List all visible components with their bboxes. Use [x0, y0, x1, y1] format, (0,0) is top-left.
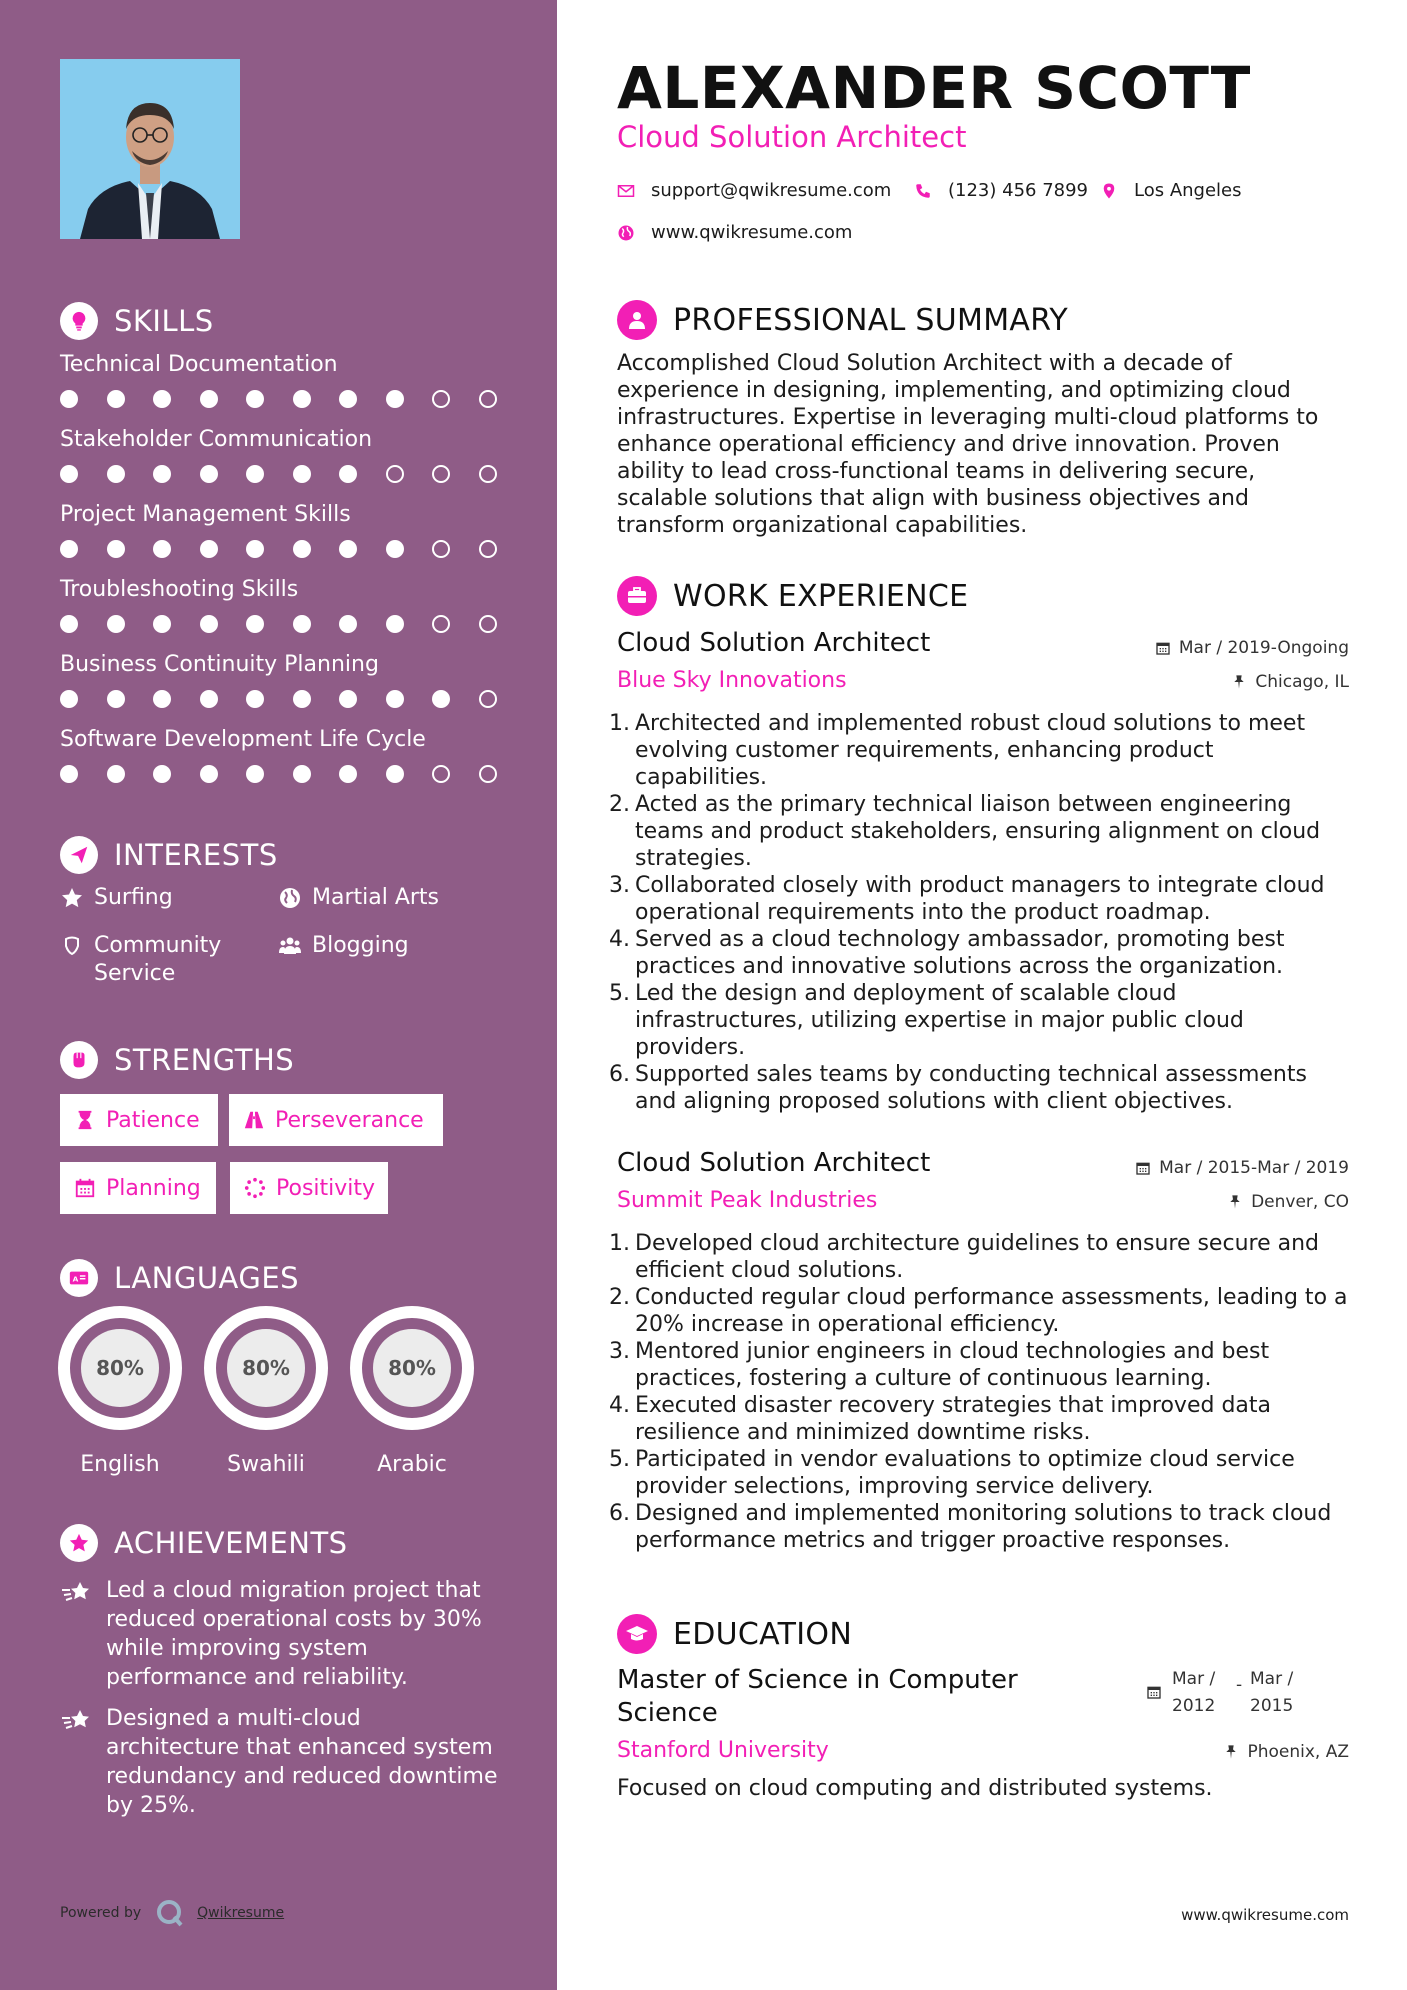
duty-text: Architected and implemented robust cloud solutions to meet evolving customer requirements, enhancing product capabilities. — [635, 711, 1306, 790]
language-item — [204, 1306, 328, 1477]
rating-dot-filled — [60, 390, 78, 408]
rating-dot-filled — [386, 690, 404, 708]
experience-title: WORK EXPERIENCE — [673, 578, 969, 614]
rating-dot-filled — [107, 465, 125, 483]
map-pin-icon — [1100, 182, 1118, 200]
interest-label: Martial Arts — [312, 885, 440, 910]
rating-dot-filled — [153, 540, 171, 558]
envelope-icon — [617, 182, 635, 200]
rating-dot-filled — [246, 765, 264, 783]
summary-text: Accomplished Cloud Solution Architect with a decade of experience in designing, implementing, and optimizing cloud infrastructures. Expertise in leveraging multi-cloud platforms to enhance operational efficiency and drive innovation. Proven ability to lead cross-functional teams in delivering secure, scalable solutions that align with business objectives and transform organizational capabilities. — [617, 351, 1319, 538]
strength-badge — [60, 1162, 216, 1214]
strength-label: Planning — [106, 1175, 201, 1201]
globe-icon — [278, 886, 302, 910]
rating-dot-filled — [339, 615, 357, 633]
strength-label: Patience — [106, 1107, 200, 1133]
duty-item — [609, 1061, 1352, 1115]
svg-text:A: A — [72, 1274, 79, 1284]
job-location — [1231, 672, 1349, 692]
job-company: Blue Sky Innovations — [617, 668, 847, 693]
rating-dot-filled — [293, 540, 311, 558]
rating-dot-filled — [60, 615, 78, 633]
summary-title: PROFESSIONAL SUMMARY — [673, 302, 1069, 338]
skill-item — [60, 500, 520, 558]
rating-dot-empty — [432, 465, 450, 483]
rating-dot-filled — [60, 465, 78, 483]
rating-dot-filled — [293, 690, 311, 708]
skill-item — [60, 650, 520, 708]
contact-phone[interactable] — [914, 180, 1088, 201]
rating-dot-filled — [200, 690, 218, 708]
summary-header — [617, 300, 1068, 340]
job-duties-list — [609, 710, 1352, 1115]
rating-dot-empty — [479, 690, 497, 708]
strengths-header — [60, 1041, 294, 1079]
rating-dot-empty — [479, 765, 497, 783]
languages-header — [60, 1259, 299, 1297]
spinner-icon — [244, 1177, 266, 1199]
rating-dot-filled — [339, 390, 357, 408]
language-name: Arabic — [377, 1452, 447, 1477]
skill-item — [60, 725, 520, 783]
job-location — [1227, 1192, 1349, 1212]
duty-number: 4. — [609, 927, 630, 952]
rating-dot-filled — [200, 765, 218, 783]
globe-icon — [617, 224, 635, 242]
pushpin-icon — [1227, 1194, 1243, 1210]
job-dates-text: Mar / 2019-Ongoing — [1178, 638, 1349, 658]
phone-icon — [914, 182, 932, 200]
job-duties-list — [609, 1230, 1352, 1554]
duty-item — [609, 1392, 1352, 1446]
duty-number: 1. — [609, 1231, 630, 1256]
interest-label: Blogging — [312, 933, 409, 958]
rating-dot-empty — [386, 465, 404, 483]
strength-label: Perseverance — [275, 1107, 424, 1133]
duty-item — [609, 1284, 1352, 1338]
rating-dot-filled — [200, 540, 218, 558]
rating-dot-filled — [432, 690, 450, 708]
education-description: Focused on cloud computing and distributed systems. — [617, 1776, 1213, 1801]
rating-dot-filled — [153, 615, 171, 633]
language-item — [58, 1306, 182, 1477]
pushpin-icon — [1231, 674, 1247, 690]
skill-rating — [60, 540, 520, 558]
sidebar — [0, 0, 557, 1990]
duty-number: 4. — [609, 1393, 630, 1418]
duty-item — [609, 1446, 1352, 1500]
rating-dot-filled — [60, 690, 78, 708]
calendar-icon — [74, 1177, 96, 1199]
interest-item — [60, 884, 173, 912]
duty-item — [609, 926, 1352, 980]
job-location-text: Chicago, IL — [1255, 672, 1349, 692]
job-dates — [1135, 1158, 1349, 1178]
contact-location — [1100, 180, 1242, 201]
skill-rating — [60, 465, 520, 483]
school-name: Stanford University — [617, 1738, 829, 1763]
rating-dot-filled — [153, 390, 171, 408]
rating-dot-empty — [432, 615, 450, 633]
education-header — [617, 1614, 852, 1654]
rating-dot-filled — [386, 615, 404, 633]
skill-rating — [60, 765, 520, 783]
achievement-text: Led a cloud migration project that reduced operational costs by 30% while improving system performance and reliability. — [106, 1578, 482, 1690]
rating-dot-filled — [153, 465, 171, 483]
duty-text: Developed cloud architecture guidelines to ensure secure and efficient cloud solutions. — [635, 1231, 1319, 1283]
duty-text: Executed disaster recovery strategies that improved data resilience and minimized downtime risks. — [635, 1393, 1271, 1445]
contact-website[interactable] — [617, 222, 852, 243]
phone-text: (123) 456 7899 — [948, 180, 1089, 201]
education-title: EDUCATION — [673, 1616, 853, 1652]
achievements-header — [60, 1524, 348, 1562]
strengths-title: STRENGTHS — [114, 1043, 295, 1077]
candidate-role: Cloud Solution Architect — [617, 120, 967, 154]
duty-number: 2. — [609, 792, 630, 817]
rating-dot-filled — [386, 390, 404, 408]
qwikresume-link[interactable]: Qwikresume — [197, 1905, 285, 1921]
website-text: www.qwikresume.com — [651, 222, 853, 243]
interests-header — [60, 836, 278, 874]
rating-dot-filled — [107, 390, 125, 408]
duty-text: Collaborated closely with product managers to integrate cloud operational requirements into the product roadmap. — [635, 873, 1325, 925]
pushpin-icon — [1223, 1744, 1239, 1760]
interest-item — [278, 932, 409, 960]
rating-dot-filled — [246, 690, 264, 708]
education-location-text: Phoenix, AZ — [1247, 1742, 1349, 1762]
paper-plane-icon — [60, 836, 98, 874]
job-location-text: Denver, CO — [1251, 1192, 1349, 1212]
rating-dot-filled — [339, 465, 357, 483]
calendar-icon — [1146, 1684, 1162, 1700]
duty-number: 3. — [609, 1339, 630, 1364]
shield-icon — [60, 934, 84, 958]
rating-dot-filled — [107, 540, 125, 558]
rating-dot-empty — [479, 465, 497, 483]
language-name: Swahili — [227, 1452, 305, 1477]
fist-icon — [60, 1041, 98, 1079]
rating-dot-filled — [246, 390, 264, 408]
skills-title: SKILLS — [114, 304, 214, 338]
rating-dot-filled — [339, 765, 357, 783]
duty-text: Served as a cloud technology ambassador, promoting best practices and innovative solutions across the organization. — [635, 927, 1285, 979]
language-card-icon — [60, 1259, 98, 1297]
rating-dot-empty — [432, 540, 450, 558]
rating-dot-empty — [479, 390, 497, 408]
degree-title: Master of Science in Computer Science — [617, 1665, 1018, 1728]
education-dates — [1146, 1666, 1314, 1720]
duty-item — [609, 1230, 1352, 1284]
achievement-item — [60, 1704, 500, 1820]
interests-title: INTERESTS — [114, 838, 278, 872]
rating-dot-filled — [386, 540, 404, 558]
duty-number: 5. — [609, 1447, 630, 1472]
rating-dot-filled — [107, 690, 125, 708]
rating-dot-empty — [432, 765, 450, 783]
duty-number: 3. — [609, 873, 630, 898]
user-icon — [617, 300, 657, 340]
skill-rating — [60, 690, 520, 708]
job-company: Summit Peak Industries — [617, 1188, 878, 1213]
language-percent: 80% — [373, 1329, 451, 1407]
duty-number: 6. — [609, 1501, 630, 1526]
interest-label: Surfing — [94, 885, 173, 910]
qwikresume-logo-icon — [155, 1898, 185, 1928]
duty-item — [609, 1500, 1352, 1554]
briefcase-icon — [617, 576, 657, 616]
duty-item — [609, 710, 1352, 791]
rating-dot-filled — [293, 765, 311, 783]
skill-item — [60, 575, 520, 633]
duty-text: Led the design and deployment of scalable cloud infrastructures, utilizing expertise in major public cloud providers. — [635, 981, 1244, 1060]
rating-dot-filled — [107, 615, 125, 633]
language-ring — [350, 1306, 474, 1430]
job-dates — [1155, 638, 1349, 658]
rating-dot-filled — [339, 540, 357, 558]
interest-item — [60, 932, 260, 988]
interest-label: Community Service — [94, 933, 222, 986]
strength-label: Positivity — [276, 1175, 376, 1201]
language-ring — [58, 1306, 182, 1430]
skill-item — [60, 350, 520, 408]
profile-photo — [60, 59, 240, 239]
powered-by — [60, 1898, 284, 1928]
graduation-icon — [617, 1614, 657, 1654]
contact-email[interactable] — [617, 180, 891, 201]
rating-dot-filled — [200, 465, 218, 483]
duty-number: 1. — [609, 711, 630, 736]
rating-dot-filled — [153, 765, 171, 783]
users-icon — [278, 934, 302, 958]
duty-item — [609, 872, 1352, 926]
rating-dot-filled — [339, 690, 357, 708]
rating-dot-filled — [200, 615, 218, 633]
rating-dot-filled — [153, 690, 171, 708]
strength-badge — [229, 1094, 443, 1146]
rating-dot-filled — [246, 540, 264, 558]
rating-dot-filled — [246, 615, 264, 633]
duty-text: Supported sales teams by conducting technical assessments and aligning proposed solutions with client objectives. — [635, 1062, 1307, 1114]
skill-name: Technical Documentation — [60, 352, 338, 377]
powered-by-text: Powered by — [60, 1905, 142, 1921]
shooting-star-icon — [60, 1578, 94, 1608]
education-start: Mar / 2012 — [1172, 1669, 1216, 1716]
rating-dot-filled — [200, 390, 218, 408]
language-percent: 80% — [227, 1329, 305, 1407]
rating-dot-empty — [479, 615, 497, 633]
experience-header — [617, 576, 968, 616]
achievements-title: ACHIEVEMENTS — [114, 1526, 348, 1560]
calendar-icon — [1135, 1160, 1151, 1176]
rating-dot-filled — [107, 765, 125, 783]
email-text: support@qwikresume.com — [651, 180, 892, 201]
rating-dot-filled — [246, 465, 264, 483]
achievement-text: Designed a multi-cloud architecture that enhanced system redundancy and reduced downtime by 25%. — [106, 1706, 498, 1818]
duty-text: Designed and implemented monitoring solutions to track cloud performance metrics and trigger proactive responses. — [635, 1501, 1332, 1553]
language-ring — [204, 1306, 328, 1430]
strength-badge — [230, 1162, 388, 1214]
skill-rating — [60, 615, 520, 633]
duty-number: 6. — [609, 1062, 630, 1087]
star-icon — [60, 886, 84, 910]
rating-dot-filled — [293, 615, 311, 633]
calendar-icon — [1155, 640, 1171, 656]
duty-text: Conducted regular cloud performance assessments, leading to a 20% increase in operational efficiency. — [635, 1285, 1348, 1337]
rating-dot-filled — [386, 765, 404, 783]
rating-dot-empty — [432, 390, 450, 408]
rating-dot-filled — [293, 465, 311, 483]
education-end: Mar / 2015 — [1250, 1669, 1294, 1716]
language-item — [350, 1306, 474, 1477]
duty-text: Acted as the primary technical liaison between engineering teams and product stakeholders, ensuring alignment on cloud strategies. — [635, 792, 1321, 871]
interest-item — [278, 884, 439, 912]
job-dates-text: Mar / 2015-Mar / 2019 — [1159, 1158, 1349, 1178]
rating-dot-filled — [293, 390, 311, 408]
duty-item — [609, 791, 1352, 872]
duty-text: Participated in vendor evaluations to optimize cloud service provider selections, improving service delivery. — [635, 1447, 1295, 1499]
lightbulb-icon — [60, 302, 98, 340]
skill-name: Business Continuity Planning — [60, 652, 379, 677]
skill-item — [60, 425, 520, 483]
job-title: Cloud Solution Architect — [617, 628, 931, 658]
duty-number: 2. — [609, 1285, 630, 1310]
education-date-separator: - — [1236, 1675, 1243, 1695]
duty-item — [609, 980, 1352, 1061]
shooting-star-icon — [60, 1706, 94, 1736]
skill-name: Project Management Skills — [60, 502, 351, 527]
skill-name: Software Development Life Cycle — [60, 727, 426, 752]
road-icon — [243, 1109, 265, 1131]
education-location — [1223, 1742, 1349, 1762]
duty-number: 5. — [609, 981, 630, 1006]
skills-header — [60, 302, 214, 340]
achievement-item — [60, 1576, 500, 1692]
rating-dot-filled — [60, 540, 78, 558]
job-title: Cloud Solution Architect — [617, 1148, 931, 1178]
duty-item — [609, 1338, 1352, 1392]
skill-name: Stakeholder Communication — [60, 427, 373, 452]
location-text: Los Angeles — [1134, 180, 1242, 201]
hourglass-icon — [74, 1109, 96, 1131]
languages-title: LANGUAGES — [114, 1261, 300, 1295]
strength-badge — [60, 1094, 218, 1146]
duty-text: Mentored junior engineers in cloud technologies and best practices, fostering a culture of continuous learning. — [635, 1339, 1270, 1391]
footer-website[interactable]: www.qwikresume.com — [1181, 1906, 1349, 1924]
star-badge-icon — [60, 1524, 98, 1562]
skill-name: Troubleshooting Skills — [60, 577, 299, 602]
skill-rating — [60, 390, 520, 408]
rating-dot-empty — [479, 540, 497, 558]
language-name: English — [80, 1452, 160, 1477]
candidate-name: ALEXANDER SCOTT — [617, 54, 1251, 122]
language-percent: 80% — [81, 1329, 159, 1407]
rating-dot-filled — [60, 765, 78, 783]
